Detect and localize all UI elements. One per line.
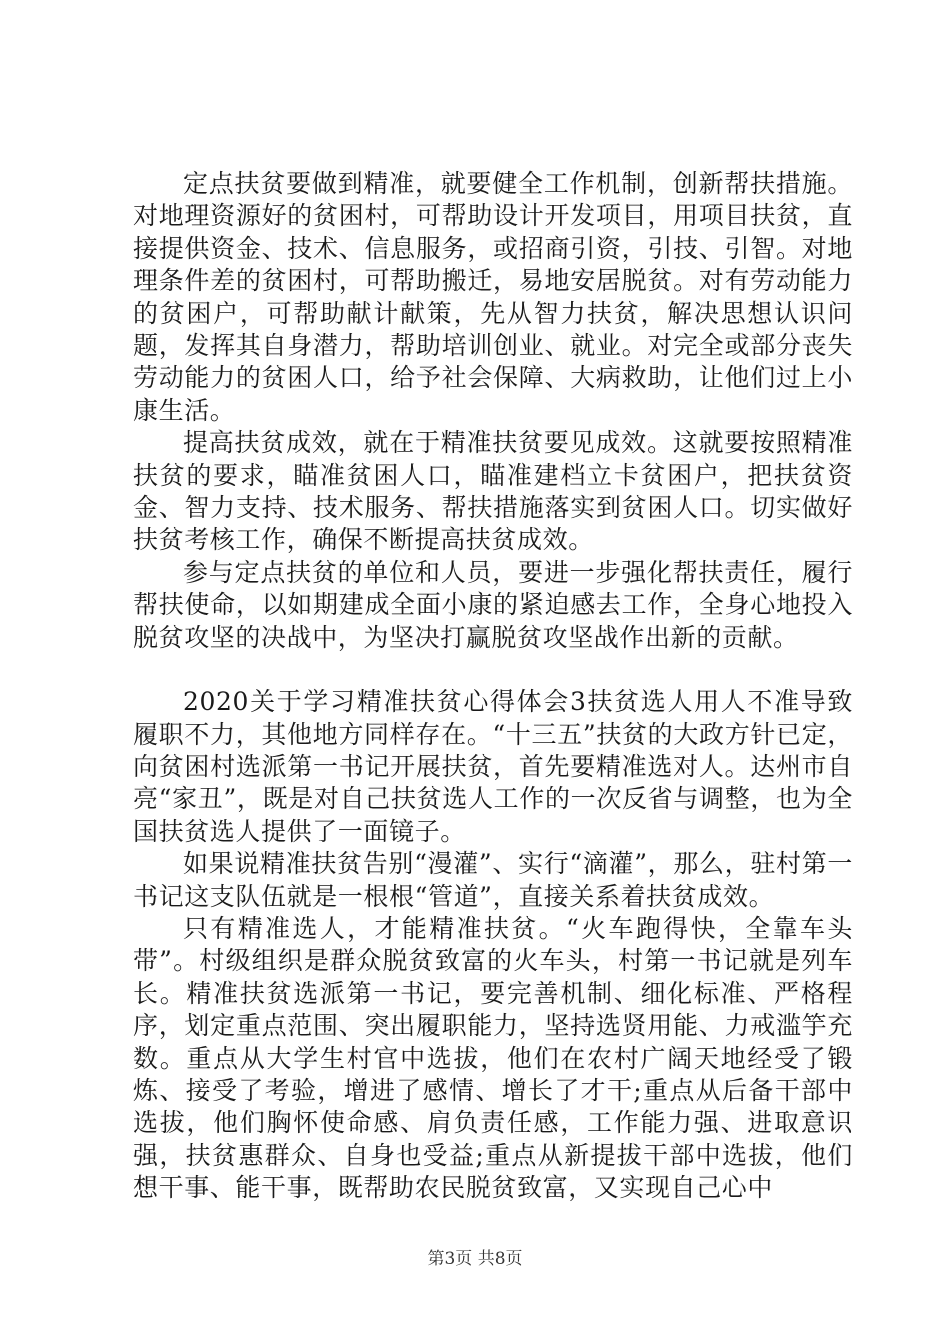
document-body	[133, 168, 853, 1205]
page-number-footer: 第3页 共8页	[427, 1249, 523, 1269]
paragraph-3: 参与定点扶贫的单位和人员，要进一步强化帮扶责任，履行帮扶使命，以如期建成全面小康的紧迫感去工作，全身心地投入脱贫攻坚的决战中，为坚决打赢脱贫攻坚战作出新的贡献。	[133, 557, 853, 652]
section-gap	[133, 654, 853, 686]
paragraph-4: 2020关于学习精准扶贫心得体会3扶贫选人用人不准导致履职不力，其他地方同样存在。“十三五”扶贫的大政方针已定，向贫困村选派第一书记开展扶贫，首先要精准选对人。达州市自亮“家丑”，既是对自己扶贫选人工作的一次反省与调整，也为全国扶贫选人提供了一面镜子。	[133, 687, 853, 846]
paragraph-6: 只有精准选人，才能精准扶贫。“火车跑得快，全靠车头带”。村级组织是群众脱贫致富的火车头，村第一书记就是列车长。精准扶贫选派第一书记，要完善机制、细化标准、严格程序，划定重点范围、突出履职能力，坚持选贤用能、力戒滥竽充数。重点从大学生村官中选拔，他们在农村广阔天地经受了锻炼、接受了考验，增进了感情、增长了才干;重点从后备干部中选拔，他们胸怀使命感、肩负责任感，工作能力强、进取意识强，扶贫惠群众、自身也受益;重点从新提拔干部中选拔，他们想干事、能干事，既帮助农民脱贫致富，又实现自己心中	[133, 913, 853, 1203]
paragraph-1: 定点扶贫要做到精准，就要健全工作机制，创新帮扶措施。对地理资源好的贫困村，可帮助设计开发项目，用项目扶贫，直接提供资金、技术、信息服务，或招商引资，引技、引智。对地理条件差的贫困村，可帮助搬迁，易地安居脱贫。对有劳动能力的贫困户，可帮助献计献策，先从智力扶贫，解决思想认识问题，发挥其自身潜力，帮助培训创业、就业。对完全或部分丧失劳动能力的贫困人口，给予社会保障、大病救助，让他们过上小康生活。	[133, 169, 853, 425]
paragraph-2: 提高扶贫成效，就在于精准扶贫要见成效。这就要按照精准扶贫的要求，瞄准贫困人口，瞄准建档立卡贫困户，把扶贫资金、智力支持、技术服务、帮扶措施落实到贫困人口。切实做好扶贫考核工作，确保不断提高扶贫成效。	[133, 428, 853, 555]
paragraph-5: 如果说精准扶贫告别“漫灌”、实行“滴灌”，那么，驻村第一书记这支队伍就是一根根“管道”，直接关系着扶贫成效。	[133, 849, 853, 911]
